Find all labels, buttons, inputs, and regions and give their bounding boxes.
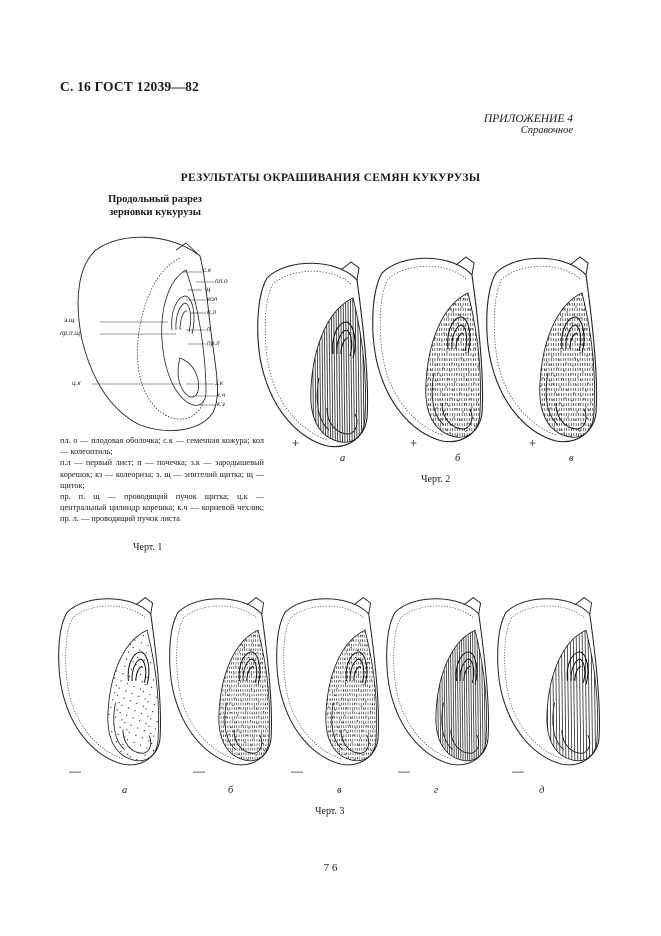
main-title: РЕЗУЛЬТАТЫ ОКРАШИВАНИЯ СЕМЯН КУКУРУЗЫ <box>180 172 481 184</box>
label-eshch: э.щ <box>64 317 75 324</box>
fig3-sign-g: — <box>398 764 410 778</box>
fig3-letter-a: а <box>122 785 128 796</box>
fig2-sign-b: + <box>410 436 418 450</box>
fig3-letter-d: д <box>539 785 545 796</box>
figure2-caption: Черт. 2 <box>421 474 451 485</box>
fig2-sign-a: + <box>292 436 300 450</box>
fig3-sign-b: — <box>193 764 205 778</box>
fig2-letter-b: б <box>455 453 461 464</box>
label-prpshch: пр.п.щ <box>60 330 80 337</box>
legend-line-3: пр. п. щ — проводящий пучок щитка; ц.к — центральный цилиндр корешка; к.ч — корневой чехлик; пр. л. — проводящий пучок листа <box>60 492 264 524</box>
appendix-title: ПРИЛОЖЕНИЕ 4 <box>483 113 573 125</box>
label-kz: к.з <box>217 401 225 408</box>
label-prl: пр.л <box>207 340 220 347</box>
fig3-kernel-g <box>387 598 490 766</box>
page-header: С. 16 ГОСТ 12039—82 <box>60 79 199 94</box>
label-shch: щ <box>205 286 211 293</box>
fig3-kernel-a <box>59 598 161 765</box>
legend-line-1: пл. о — плодовая оболочка; с.к — семенная кожура; кол — колеоптиль; <box>60 436 264 457</box>
figure1-subtitle-line2: зерновки кукурузы <box>109 207 201 218</box>
label-kol: кол <box>207 296 218 303</box>
fig2-letter-a: а <box>340 453 346 464</box>
appendix-subtitle: Справочное <box>520 125 573 136</box>
fig3-sign-a: — <box>69 764 81 778</box>
fig3-letter-g: г <box>434 785 439 796</box>
label-sk: с.к <box>203 267 212 274</box>
fig2-letter-v: в <box>569 453 574 464</box>
label-kch: к.ч <box>217 392 226 399</box>
fig3-kernel-d <box>498 598 602 766</box>
fig2-sign-v: + <box>529 436 537 450</box>
fig2-kernel-v <box>487 257 598 443</box>
label-p: п <box>207 326 211 333</box>
figure3-caption: Черт. 3 <box>315 806 345 817</box>
label-pl: п.л <box>207 309 217 316</box>
fig3-kernel-v <box>277 598 380 766</box>
fig3-letter-v: в <box>337 785 342 796</box>
page-number: 7 6 <box>323 862 338 874</box>
fig2-kernel-b <box>373 257 484 443</box>
figure1-caption: Черт. 1 <box>133 542 163 553</box>
fig3-kernel-b <box>170 598 273 766</box>
fig3-sign-d: — <box>512 764 524 778</box>
label-tsk: ц.к <box>72 380 81 387</box>
fig3-sign-v: — <box>291 764 303 778</box>
fig2-kernel-a <box>258 262 369 448</box>
figure1-subtitle-line1: Продольный разрез <box>108 194 202 205</box>
label-plo: пл.о <box>215 278 228 285</box>
label-zk: з.к <box>215 380 223 387</box>
fig3-letter-b: б <box>228 785 234 796</box>
legend-line-2: п.л — первый лист; п — почечка; з.к — зародышевый корешок; кз — колеориза; э. щ — эпителий щитка; щ — щиток; <box>60 458 264 490</box>
